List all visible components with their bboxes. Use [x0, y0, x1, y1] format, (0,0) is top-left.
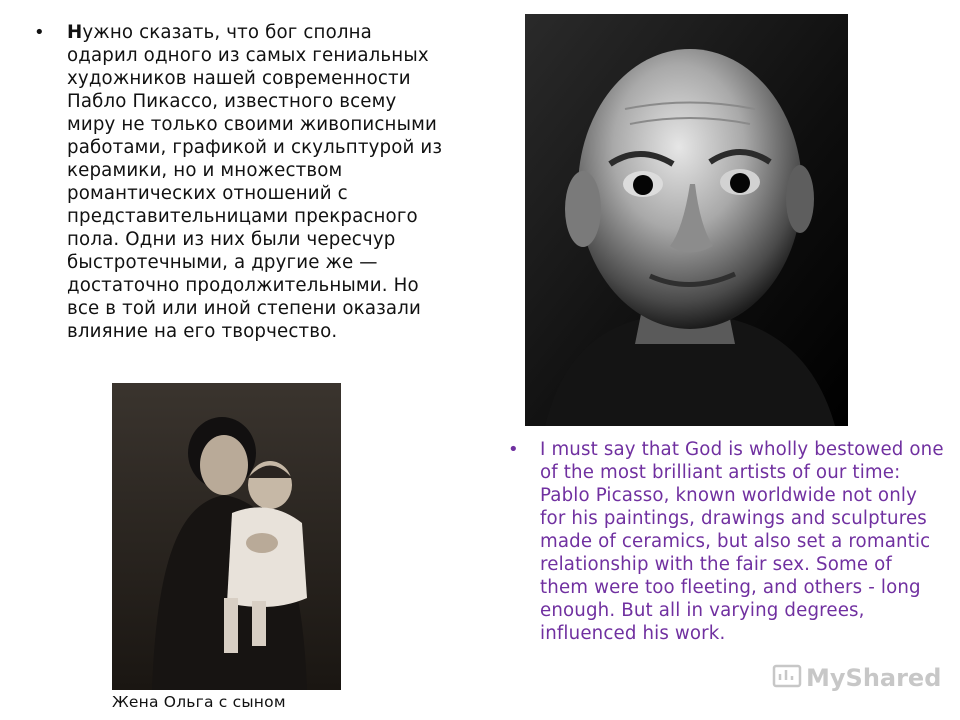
russian-paragraph	[67, 21, 447, 343]
russian-paragraph-first-letter: Н	[67, 22, 83, 43]
bullet-marker-english: •	[508, 439, 519, 460]
photo-caption: Жена Ольга с сыном	[112, 693, 286, 711]
english-paragraph: I must say that God is wholly bestowed one of the most brilliant artists of our time: Pablo Picasso, known worldwide not only for his paintings, drawings and sculptures made of ceramics, but also set a romantic relationship with the fair sex. Some of them were too fleeting, and others - long enough. But all in varying degrees, influenced his work.	[540, 439, 944, 644]
russian-paragraph-text: ужно сказать, что бог сполна одарил одного из самых гениальных художников нашей современности Пабло Пикассо, известного всему миру не только своими живописными работами, графикой и скульптурой из керамики, но и множеством романтических отношений с представительницами прекрасного пола. Одни из них были чересчур быстротечными, а другие же — достаточно продолжительными. Но все в той или иной степени оказали влияние на его творчество.	[67, 22, 443, 342]
watermark-text: MyShared	[806, 664, 940, 692]
myshared-watermark	[770, 656, 940, 696]
bullet-marker-russian: •	[34, 22, 45, 43]
family-photo	[112, 383, 341, 690]
picasso-portrait-photo	[525, 14, 848, 426]
presentation-icon	[774, 666, 800, 686]
